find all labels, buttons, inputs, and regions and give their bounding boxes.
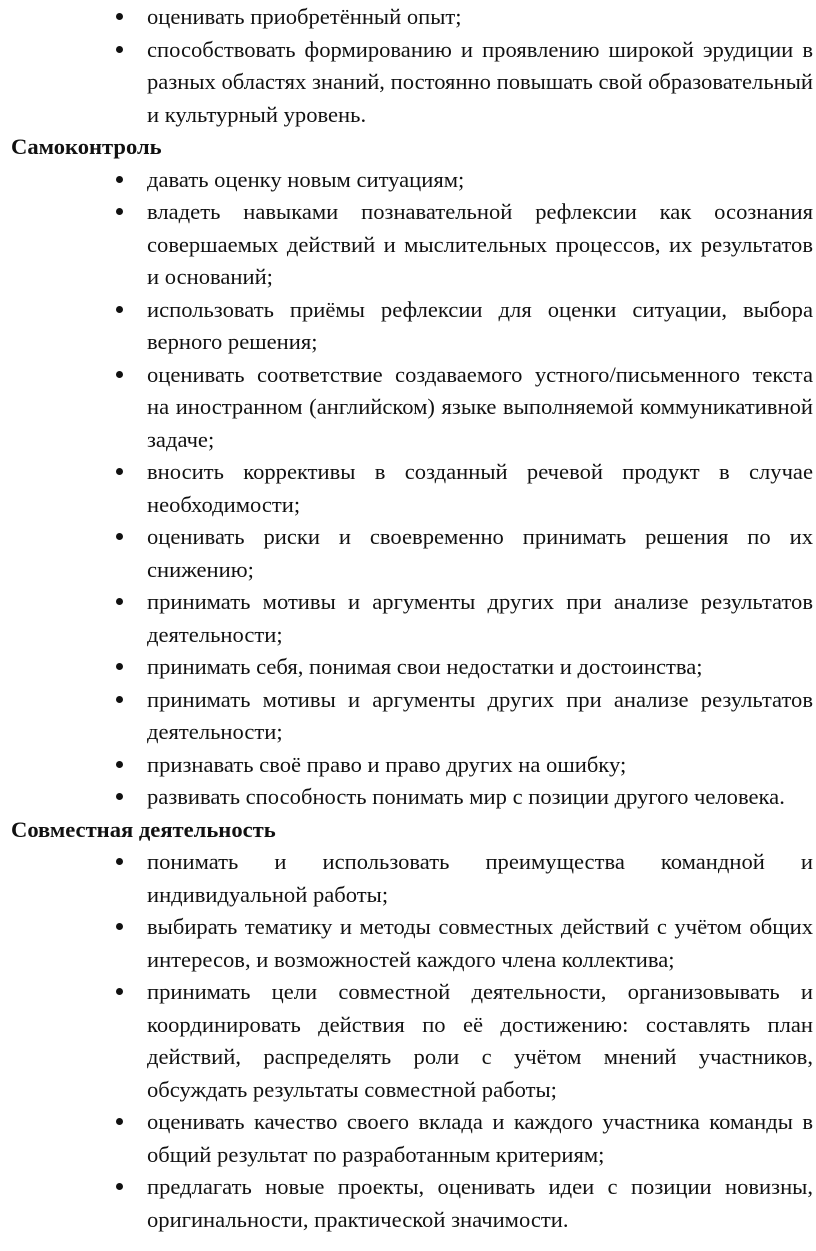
bullet-icon — [116, 858, 123, 865]
bullet-icon — [116, 793, 123, 800]
top-bullet-list — [0, 1, 813, 131]
list-item — [147, 294, 813, 359]
bullet-icon — [116, 923, 123, 930]
list-item-text: понимать и использовать преимущества командной и индивидуальной работы; — [147, 849, 813, 907]
list-item-text: оценивать риски и своевременно принимать решения по их снижению; — [147, 524, 813, 582]
section-heading-joint-activity: Совместная деятельность — [11, 816, 276, 842]
bullet-icon — [116, 598, 123, 605]
list-item — [147, 456, 813, 521]
list-item-text: давать оценку новым ситуациям; — [147, 166, 465, 192]
bullet-icon — [116, 208, 123, 215]
list-item — [147, 781, 813, 814]
self-control-bullet-list — [0, 164, 813, 814]
list-item-text: вносить коррективы в созданный речевой продукт в случае необходимости; — [147, 459, 813, 517]
bullet-icon — [116, 696, 123, 703]
bullet-icon — [116, 371, 123, 378]
list-item — [147, 164, 813, 197]
bullet-icon — [116, 46, 123, 53]
list-item — [147, 1106, 813, 1171]
bullet-icon — [116, 533, 123, 540]
list-item — [147, 1, 813, 34]
bullet-icon — [116, 1118, 123, 1125]
list-item — [147, 359, 813, 457]
bullet-icon — [116, 1183, 123, 1190]
list-item — [147, 976, 813, 1106]
list-item — [147, 586, 813, 651]
list-item-text: принимать себя, понимая свои недостатки и достоинства; — [147, 654, 703, 679]
bullet-icon — [116, 988, 123, 995]
bullet-icon — [116, 306, 123, 313]
list-item — [147, 34, 813, 132]
list-item-text: принимать мотивы и аргументы других при анализе результатов деятельности; — [147, 589, 813, 647]
list-item-text: использовать приёмы рефлексии для оценки ситуации, выбора верного решения; — [147, 296, 813, 354]
list-item — [147, 684, 813, 749]
joint-activity-bullet-list — [0, 846, 813, 1236]
list-item-text: развивать способность понимать мир с позиции другого человека. — [147, 784, 785, 809]
section-heading-self-control: Самоконтроль — [11, 134, 162, 159]
list-item-text: признавать своё право и право других на ошибку; — [147, 751, 627, 777]
list-item — [147, 749, 813, 782]
bullet-icon — [116, 663, 123, 670]
list-item-text: владеть навыками познавательной рефлексии как осознания совершаемых действий и мыслительных процессов, их результатов и оснований; — [147, 199, 813, 289]
list-item — [147, 846, 813, 911]
list-item-text: оценивать соответствие создаваемого устного/письменного текста на иностранном (английском) языке выполняемой коммуникативной задаче; — [147, 361, 813, 452]
bullet-icon — [116, 176, 123, 183]
list-item-text: оценивать качество своего вклада и каждого участника команды в общий результат по разработанным критериям; — [147, 1109, 813, 1167]
list-item-text: оценивать приобретённый опыт; — [147, 4, 462, 29]
bullet-icon — [116, 761, 123, 768]
list-item — [147, 651, 813, 684]
list-item — [147, 196, 813, 294]
bullet-icon — [116, 468, 123, 475]
list-item-text: способствовать формированию и проявлению широкой эрудиции в разных областях знаний, постоянно повышать свой образовательный и культурный уровень. — [147, 36, 813, 127]
list-item — [147, 1171, 813, 1236]
list-item-text: принимать мотивы и аргументы других при анализе результатов деятельности; — [147, 686, 813, 744]
list-item — [147, 911, 813, 976]
bullet-icon — [116, 13, 123, 20]
list-item-text: принимать цели совместной деятельности, организовывать и координировать действия по её достижению: составлять план действий, распределять роли с учётом мнений участников, обсуждать результаты совместной работы; — [147, 979, 813, 1102]
list-item-text: предлагать новые проекты, оценивать идеи с позиции новизны, оригинальности, практической значимости. — [147, 1174, 813, 1232]
list-item — [147, 521, 813, 586]
list-item-text: выбирать тематику и методы совместных действий с учётом общих интересов, и возможностей каждого члена коллектива; — [147, 914, 813, 972]
